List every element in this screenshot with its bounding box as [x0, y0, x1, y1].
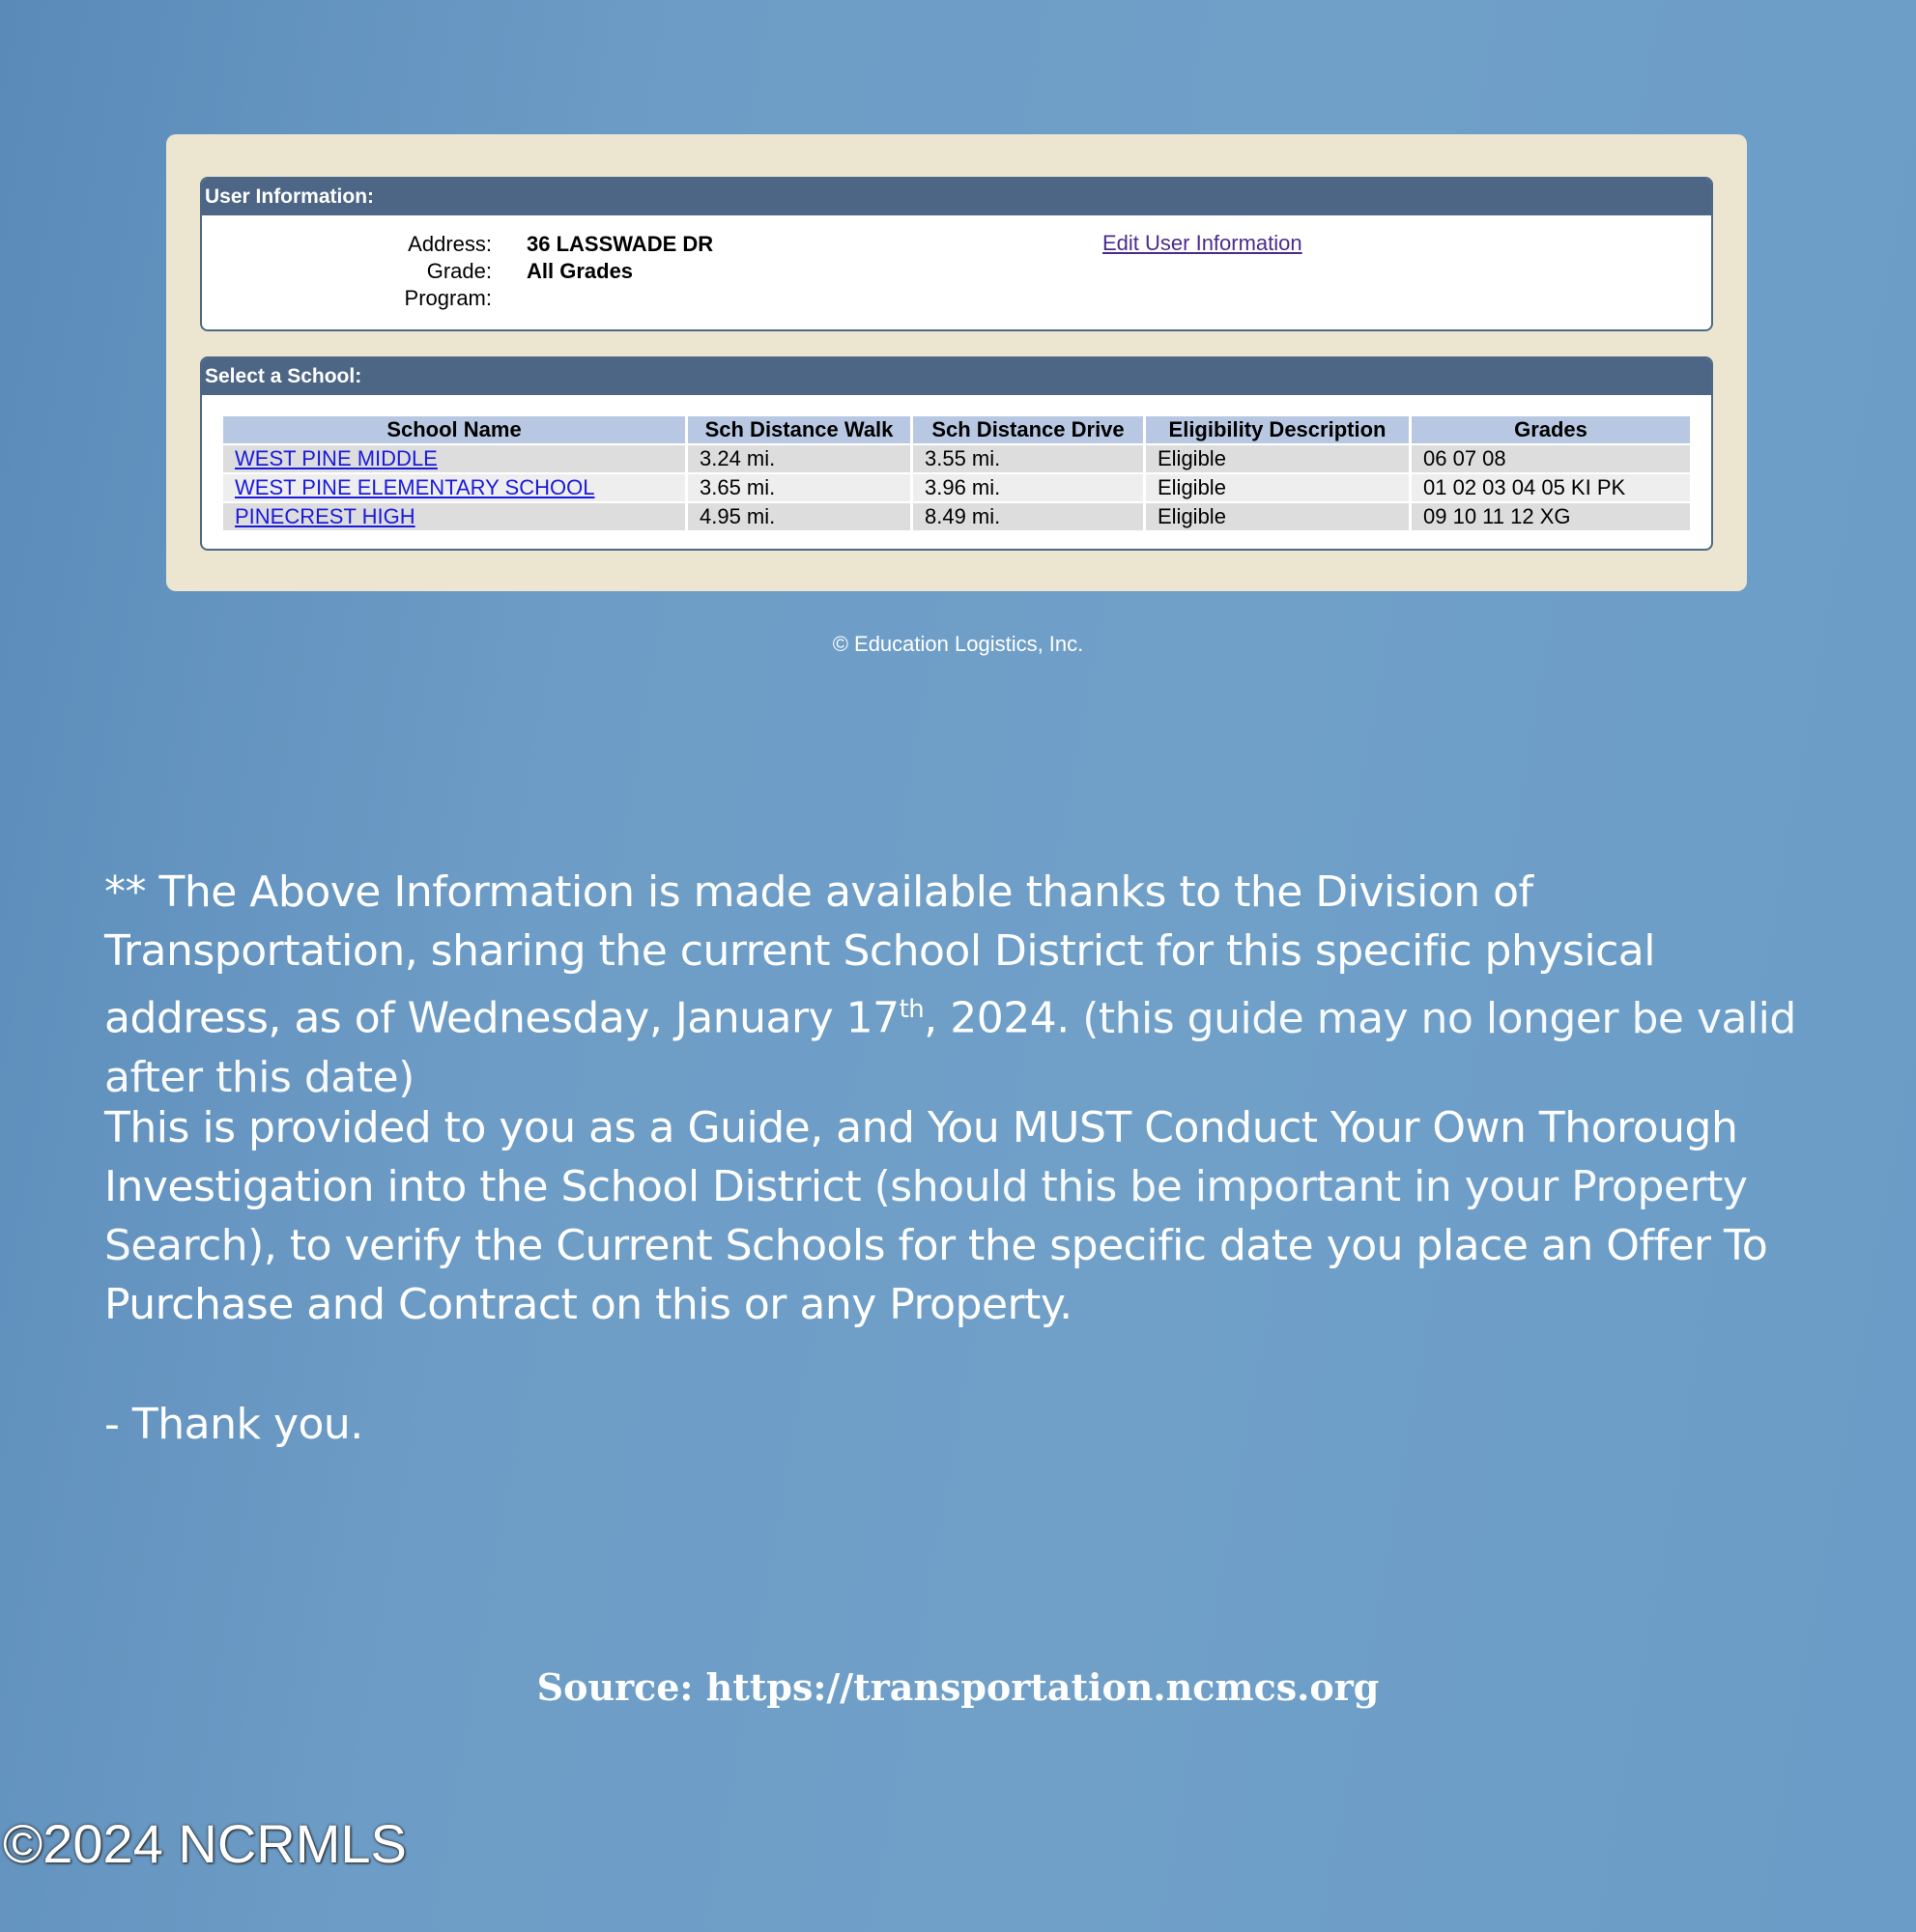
disclaimer-paragraph-1 — [104, 863, 1844, 1107]
select-school-box — [200, 356, 1713, 551]
program-label: Program: — [404, 286, 492, 310]
user-information-box — [200, 177, 1713, 331]
user-information-header: User Information: — [202, 179, 1711, 215]
table-row — [223, 445, 1690, 472]
eligibility-cell: Eligible — [1146, 503, 1409, 530]
disclaimer-paragraph-2 — [104, 1098, 1844, 1334]
grades-cell: 06 07 08 — [1412, 445, 1690, 472]
school-name-cell — [223, 445, 685, 472]
school-link[interactable]: WEST PINE MIDDLE — [235, 446, 438, 470]
col-drive-distance: Sch Distance Drive — [913, 416, 1143, 443]
disclaimer-validity-note: (this guide may no longer be valid after this date) — [104, 993, 1796, 1102]
education-logistics-copyright: © Education Logistics, Inc. — [832, 632, 1084, 656]
col-grades: Grades — [1412, 416, 1690, 443]
grades-cell: 01 02 03 04 05 KI PK — [1412, 474, 1690, 501]
drive-distance-cell: 3.55 mi. — [913, 445, 1143, 472]
address-label: Address: — [408, 232, 492, 256]
disclaimer-text: ** The Above Information is made available thanks to the Division of Transportation, sharing the current School District for this specific physical address, as of Wednesday, January 17 — [104, 867, 1655, 1043]
col-walk-distance: Sch Distance Walk — [688, 416, 910, 443]
ncrmls-watermark: ©2024 NCRMLS — [3, 1813, 407, 1874]
walk-distance-cell: 4.95 mi. — [688, 503, 910, 530]
address-value: 36 LASSWADE DR — [527, 232, 714, 256]
drive-distance-cell: 3.96 mi. — [913, 474, 1143, 501]
grade-value: All Grades — [527, 259, 634, 283]
select-school-header: Select a School: — [202, 358, 1711, 395]
source-url: Source: https://transportation.ncmcs.org — [536, 1665, 1380, 1709]
grade-label: Grade: — [426, 259, 492, 283]
eligibility-cell: Eligible — [1146, 474, 1409, 501]
disclaimer-guide-text: This is provided to you as a Guide, and You MUST Conduct Your Own Thorough Investigation into the School District — [104, 1103, 1738, 1211]
drive-distance-cell: 8.49 mi. — [913, 503, 1143, 530]
school-name-cell — [223, 474, 685, 501]
edit-user-information-link[interactable]: Edit User Information — [1102, 231, 1302, 255]
table-row — [223, 503, 1690, 530]
school-link[interactable]: WEST PINE ELEMENTARY SCHOOL — [235, 475, 595, 499]
schools-table — [220, 414, 1693, 532]
grades-cell: 09 10 11 12 XG — [1412, 503, 1690, 530]
date-ordinal-suffix: th — [899, 995, 925, 1024]
school-info-panel — [166, 134, 1747, 591]
disclaimer-verify-text: to verify the Current Schools for the specific date you place an Offer To Purchase and Contract on this or any Property. — [104, 1221, 1768, 1329]
school-name-cell — [223, 503, 685, 530]
table-header-row — [223, 416, 1690, 443]
eligibility-cell: Eligible — [1146, 445, 1409, 472]
disclaimer-year: , 2024. — [924, 993, 1070, 1043]
walk-distance-cell: 3.65 mi. — [688, 474, 910, 501]
school-link[interactable]: PINECREST HIGH — [235, 504, 415, 528]
table-row — [223, 474, 1690, 501]
col-eligibility: Eligibility Description — [1146, 416, 1409, 443]
disclaimer-parenthetical: (should this be important in your Property Search), — [104, 1162, 1748, 1270]
thank-you-text: - Thank you. — [104, 1400, 363, 1449]
walk-distance-cell: 3.24 mi. — [688, 445, 910, 472]
col-school-name: School Name — [223, 416, 685, 443]
